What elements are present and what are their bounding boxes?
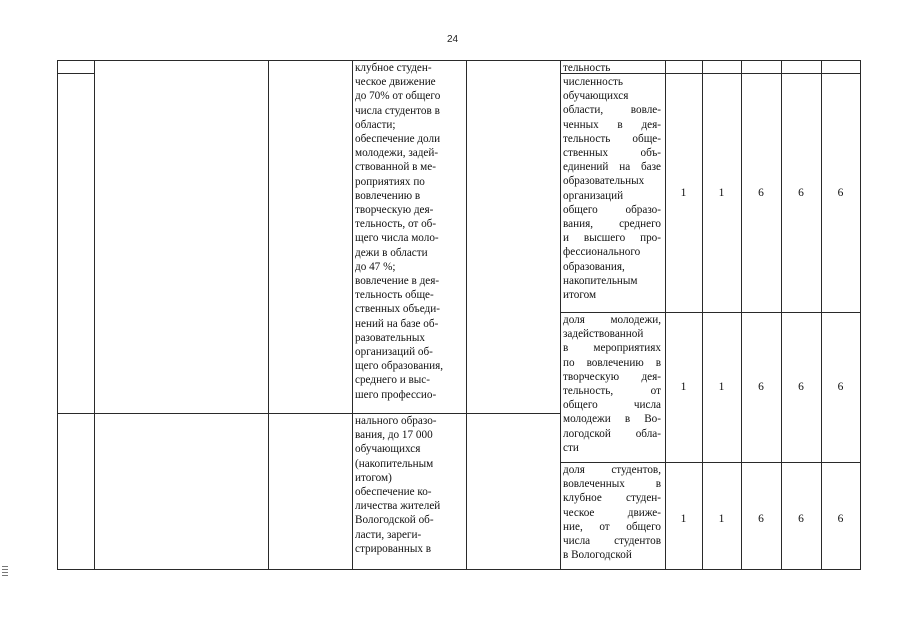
value-cell: 1 xyxy=(680,513,687,525)
text-line: личества жителей xyxy=(355,500,441,513)
value-cell: 1 xyxy=(718,186,725,199)
text-line: ческое движе- xyxy=(563,506,661,519)
text-line: вовлечению в xyxy=(355,189,421,202)
text-line: (накопительным xyxy=(355,457,434,470)
value-cell: 6 xyxy=(798,186,804,199)
value-cell: 6 xyxy=(837,186,844,199)
column-rule xyxy=(665,60,666,569)
value-cell: 1 xyxy=(718,380,725,393)
text-line: ние, от общего xyxy=(563,520,661,533)
value-cell: 6 xyxy=(798,513,804,525)
cell-text xyxy=(355,61,461,402)
text-line: в Вологодской xyxy=(563,549,632,562)
page-number: 24 xyxy=(446,34,459,45)
text-line: обучающихся xyxy=(355,443,421,456)
text-line: вания, до 17 000 xyxy=(355,429,433,442)
text-line: шего профессио- xyxy=(355,388,437,401)
text-line: общего образо- xyxy=(563,203,661,216)
text-line: числа студентов в xyxy=(355,104,440,117)
text-line: области; xyxy=(355,118,396,131)
text-line: тельность, от xyxy=(563,385,661,398)
text-line: области, вовле- xyxy=(563,104,661,117)
text-line: ственных объеди- xyxy=(355,303,440,316)
text-line: вания, среднего xyxy=(563,218,661,231)
text-line: численность xyxy=(563,76,623,88)
text-line: единений на базе xyxy=(563,161,661,174)
text-line: до 47 %; xyxy=(355,260,396,273)
value-cell: 6 xyxy=(758,380,764,393)
column-rule xyxy=(466,60,467,569)
cell-text xyxy=(355,414,461,556)
text-line: ченных в дея- xyxy=(563,118,661,131)
text-line: доля студентов, xyxy=(563,464,661,476)
text-line: разовательных xyxy=(355,331,425,344)
text-line: образования, xyxy=(563,260,625,273)
text-line: общего числа xyxy=(563,399,661,412)
text-line: щего образования, xyxy=(355,360,444,373)
column-rule xyxy=(741,60,742,569)
column-rule xyxy=(821,60,822,569)
text-line: логодской обла- xyxy=(563,427,661,440)
column-rule xyxy=(57,60,58,569)
table-border-bottom xyxy=(57,569,861,570)
column-rule xyxy=(702,60,703,569)
value-cell: 1 xyxy=(718,513,725,525)
column-rule xyxy=(560,60,561,569)
text-line: тельность xyxy=(563,62,611,74)
text-line: роприятиях по xyxy=(355,175,425,188)
column-rule xyxy=(268,60,269,569)
text-line: творческую дея- xyxy=(563,370,661,383)
text-line: ласти, зареги- xyxy=(355,528,422,541)
value-cell: 1 xyxy=(680,186,687,199)
value-cell: 6 xyxy=(758,513,764,525)
row-rule xyxy=(57,413,560,414)
text-line: стрированных в xyxy=(355,542,432,555)
text-line: ствованной в ме- xyxy=(355,161,436,174)
text-line: доля молодежи, xyxy=(563,314,661,326)
text-line: по вовлечению в xyxy=(563,356,661,369)
text-line: дежи в области xyxy=(355,246,428,259)
cell-text xyxy=(563,75,661,302)
text-line: молодежи, задей- xyxy=(355,147,439,160)
value-cell: 6 xyxy=(837,380,844,393)
cell-text xyxy=(563,463,661,562)
text-line: щего числа моло- xyxy=(355,232,439,245)
value-cell: 1 xyxy=(680,380,687,393)
text-line: в мероприятиях xyxy=(563,342,661,355)
text-line: накопительным xyxy=(563,274,638,287)
cell-text xyxy=(563,61,661,75)
column-rule xyxy=(860,60,861,569)
column-rule xyxy=(94,60,95,569)
text-line: тельность, от об- xyxy=(355,218,437,231)
text-line: ческое движение xyxy=(355,76,436,89)
text-line: вовлеченных в xyxy=(563,478,661,491)
text-line: числа студентов xyxy=(563,535,661,548)
text-line: ственных объ- xyxy=(563,147,661,160)
text-line: молодежи в Во- xyxy=(563,413,661,426)
text-line: Вологодской об- xyxy=(355,514,434,527)
cell-text xyxy=(563,313,661,455)
text-line: вовлечение в дея- xyxy=(355,275,440,288)
text-line: нений на базе об- xyxy=(355,317,439,330)
text-line: организаций об- xyxy=(355,346,433,359)
text-line: обучающихся xyxy=(563,90,629,103)
value-cell: 6 xyxy=(758,186,764,199)
text-line: клубное студен- xyxy=(563,492,661,505)
text-line: сти xyxy=(563,441,579,454)
text-line: тельность обще- xyxy=(355,289,434,302)
text-line: клубное студен- xyxy=(355,62,432,74)
text-line: образовательных xyxy=(563,175,645,188)
text-line: итогом xyxy=(563,289,597,302)
text-line: и высшего про- xyxy=(563,232,661,245)
text-line: фессионального xyxy=(563,246,641,259)
text-line: обеспечение ко- xyxy=(355,486,432,499)
text-line: обеспечение доли xyxy=(355,133,441,146)
text-line: творческую дея- xyxy=(355,204,434,217)
text-line: задействованной xyxy=(563,328,644,341)
row-rule xyxy=(57,73,94,74)
value-cell: 6 xyxy=(798,380,804,393)
text-line: итогом) xyxy=(355,471,392,484)
column-rule xyxy=(781,60,782,569)
text-line: до 70% от общего xyxy=(355,90,441,103)
column-rule xyxy=(352,60,353,569)
text-line: тельность обще- xyxy=(563,132,661,145)
text-line: организаций xyxy=(563,189,624,202)
text-line: нального образо- xyxy=(355,415,437,427)
text-line: среднего и выс- xyxy=(355,374,430,387)
value-cell: 6 xyxy=(837,513,844,525)
